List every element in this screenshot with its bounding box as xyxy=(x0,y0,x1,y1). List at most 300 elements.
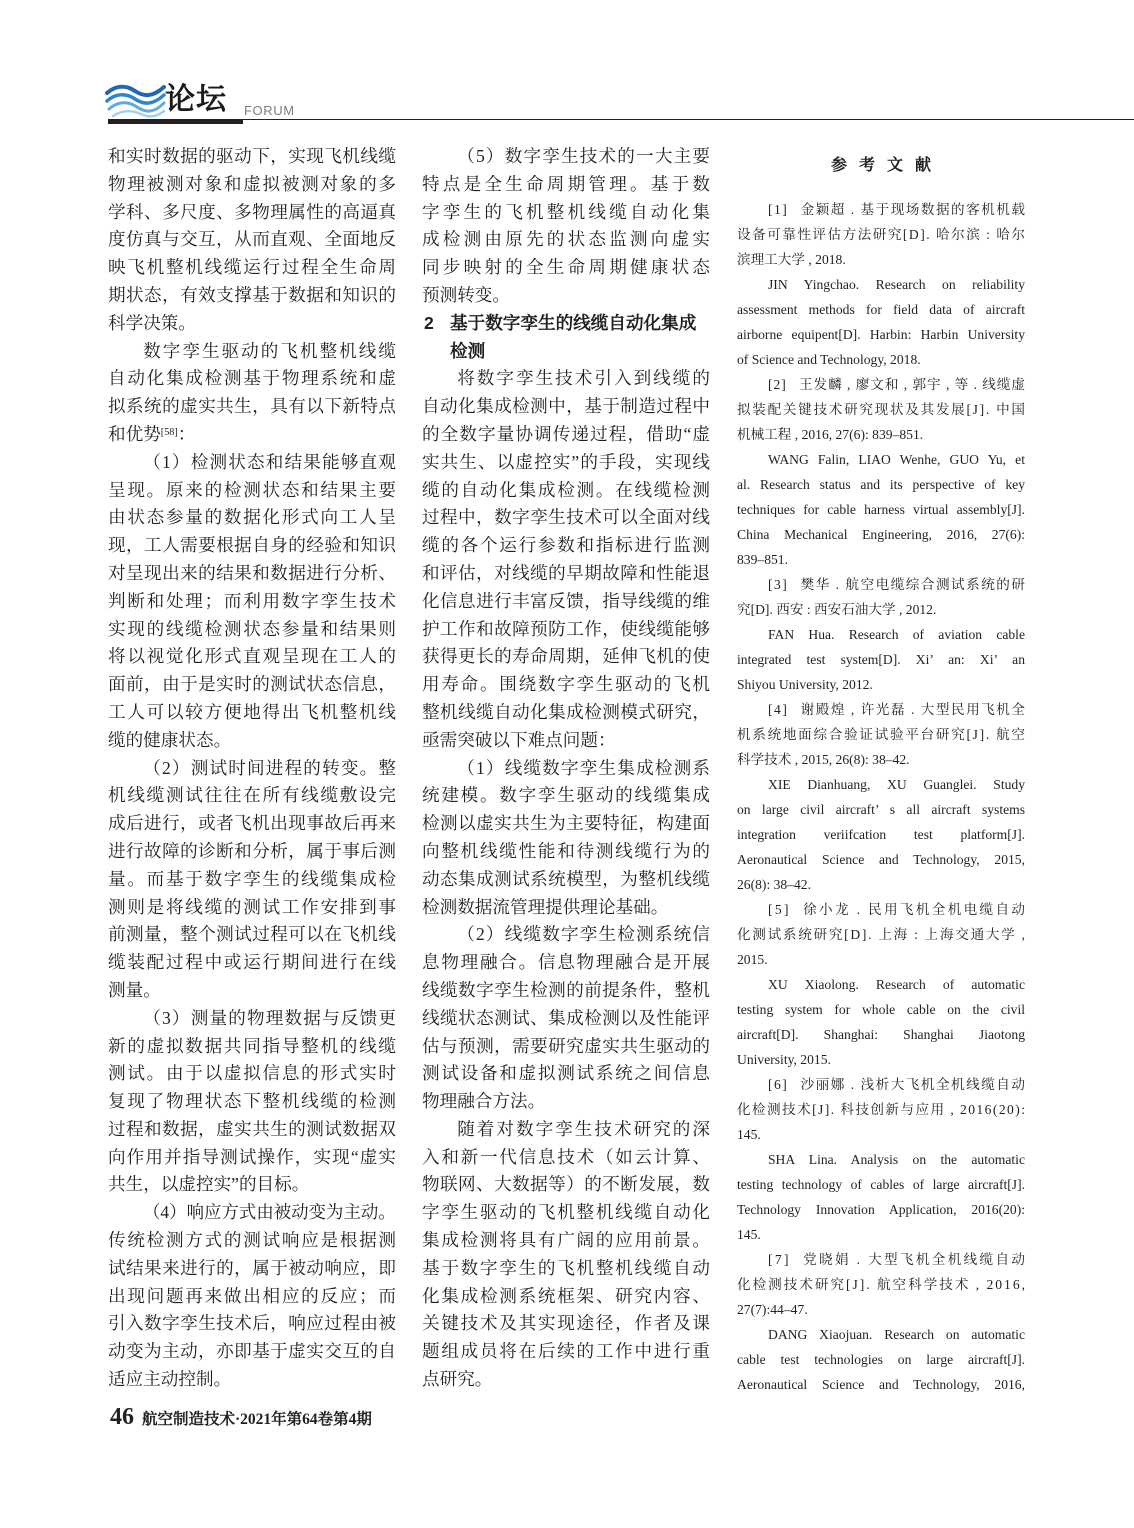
reference-line-en-content xyxy=(737,322,1025,347)
line-text: 谢殿煌 , 许光磊 . 大型民用飞机全 xyxy=(800,701,1027,717)
reference-line-en-content xyxy=(768,772,1025,797)
body-line-content xyxy=(422,504,710,532)
line-text: SHA Lina. Analysis on the automatic xyxy=(768,1151,1025,1167)
body-line xyxy=(422,1310,710,1338)
line-text: 现，工人需要根据自身的经验和知识 xyxy=(108,535,397,556)
reference-line-en xyxy=(737,672,1025,697)
line-text: 成检测由原先的状态监测向虚实 xyxy=(422,229,714,250)
body-line-content xyxy=(422,226,713,254)
reference-line-en xyxy=(737,1347,1025,1372)
line-text: 27(7):44–47. xyxy=(737,1301,808,1317)
body-line-content xyxy=(108,1310,396,1338)
reference-line-en-content xyxy=(737,1047,831,1072)
reference-line-en-content xyxy=(768,1147,1025,1172)
reference-line xyxy=(737,397,1025,422)
line-text: 估与预测，需要研究虚实共生驱动的 xyxy=(422,1035,711,1056)
line-text: 亟需突破以下难点问题： xyxy=(422,729,616,750)
reference-line-en-content xyxy=(768,272,1025,297)
reference-line-en-content xyxy=(737,1347,1025,1372)
reference-line-en-content xyxy=(737,297,1025,322)
line-text: 映飞机整机线缆运行过程全生命周 xyxy=(108,257,398,278)
body-line xyxy=(422,254,714,282)
body-line-content xyxy=(422,532,712,560)
body-line-content xyxy=(108,1227,398,1255)
body-line-content xyxy=(422,1227,712,1255)
body-line xyxy=(422,393,710,421)
body-line-content xyxy=(422,1366,492,1394)
line-text: 机线缆测试往往在所有线缆敷设完 xyxy=(108,785,398,806)
reference-line-en-content xyxy=(737,672,873,697)
line-text: 测试设备和虚拟测试系统之间信息 xyxy=(422,1063,712,1084)
line-text: 动变为主动，亦即基于虚实交互的自 xyxy=(108,1341,397,1362)
body-line-content xyxy=(108,643,398,671)
reference-label: [1] xyxy=(768,201,789,217)
reference-line-en-content xyxy=(768,972,1025,997)
line-text: 樊华 . 航空电缆综合测试系统的研 xyxy=(800,576,1027,592)
body-line xyxy=(108,171,396,199)
line-text: 王发麟 , 廖文和 , 郭宇 , 等 . 线缆虚 xyxy=(798,376,1026,392)
section-heading-text: 基于数字孪生的线缆自动化集成 xyxy=(450,312,697,333)
line-text: on large civil aircraft’ s all aircraft systems xyxy=(737,801,1025,817)
body-line-content xyxy=(108,782,398,810)
reference-line-en-content xyxy=(737,822,1025,847)
body-line-content xyxy=(422,949,712,977)
body-line-content xyxy=(422,282,510,310)
body-line-content xyxy=(108,1255,396,1283)
line-text: testing technology of cables of large aircraft[J]. xyxy=(737,1176,1025,1192)
line-text: JIN Yingchao. Research on reliability xyxy=(768,276,1025,292)
body-line-content xyxy=(422,171,713,199)
line-text: University, 2015. xyxy=(737,1051,831,1067)
body-line-content xyxy=(422,1283,712,1311)
reference-line xyxy=(737,197,1025,222)
reference-line-en-content xyxy=(737,547,788,572)
reference-line-content xyxy=(737,922,1027,947)
body-line-content xyxy=(108,560,396,588)
body-line xyxy=(422,477,710,505)
line-text: 究[D]. 西安 : 西安石油大学 , 2012. xyxy=(737,601,937,617)
reference-line xyxy=(737,422,1025,447)
section-heading-text: 检测 xyxy=(450,340,486,361)
reference-line-en xyxy=(737,647,1025,672)
line-text: cable test technologies on large aircraft[J]. xyxy=(737,1351,1025,1367)
line-text: 实共生、以虚控实”的手段，实现线 xyxy=(422,451,712,472)
reference-line-content xyxy=(768,1072,1027,1097)
section-heading-line xyxy=(422,338,710,366)
body-line xyxy=(108,1255,396,1283)
line-text: 息物理融合。信息物理融合是开展 xyxy=(422,952,712,973)
body-line xyxy=(108,254,396,282)
reference-label: [5] xyxy=(768,901,791,917)
line-text: 实现的线缆检测状态参量和结果则 xyxy=(108,618,398,639)
line-text: 试结果来进行的，属于被动响应，即 xyxy=(108,1257,397,1278)
line-text: 统建模。数字孪生驱动的线缆集成 xyxy=(422,785,712,806)
reference-line-en xyxy=(737,1197,1025,1222)
reference-line-content xyxy=(737,947,768,972)
body-line xyxy=(422,894,710,922)
reference-line-en xyxy=(737,547,1025,572)
line-text: （2）测试时间进程的转变。整 xyxy=(143,757,398,778)
body-line xyxy=(422,838,710,866)
line-text: 对呈现出来的结果和数据进行分析、 xyxy=(108,562,397,583)
body-line xyxy=(422,560,710,588)
body-line-content xyxy=(108,1338,396,1366)
body-line-content xyxy=(422,393,710,421)
line-text: 物理被测对象和虚拟被测对象的多 xyxy=(108,173,398,194)
line-text: 145. xyxy=(737,1226,761,1242)
body-line xyxy=(108,977,396,1005)
line-text: Aeronautical Science and Technology, 2015, xyxy=(737,851,1025,867)
body-line xyxy=(108,199,396,227)
reference-line-en xyxy=(737,272,1025,297)
body-line-content xyxy=(457,755,711,783)
reference-label: [3] xyxy=(768,576,789,592)
line-text: 特点是全生命周期管理。基于数 xyxy=(422,173,714,194)
reference-line-en-content xyxy=(737,1197,1025,1222)
line-text: XU Xiaolong. Research of automatic xyxy=(768,976,1025,992)
body-line xyxy=(422,1116,710,1144)
line-text: 将数字孪生技术引入到线缆的 xyxy=(457,368,712,389)
line-text: 获得更长的寿命周期，延伸飞机的使 xyxy=(422,646,711,667)
body-line-content xyxy=(457,1116,712,1144)
line-text: 和评估，对线缆的早期故障和性能退 xyxy=(422,562,711,583)
body-line-content xyxy=(422,1088,545,1116)
reference-line xyxy=(737,1297,1025,1322)
reference-line-en xyxy=(737,1022,1025,1047)
body-line xyxy=(422,810,710,838)
line-text: of Science and Technology, 2018. xyxy=(737,351,921,367)
body-line-content xyxy=(108,199,396,227)
body-line xyxy=(108,1227,396,1255)
body-line-content xyxy=(143,755,397,783)
line-text: 面前，由于是实时的测试状态信息， xyxy=(108,674,397,695)
body-line-content xyxy=(108,393,396,421)
line-text: 将以视觉化形式直观呈现在工人的 xyxy=(108,646,398,667)
references-title: 参考文献 xyxy=(830,157,943,174)
line-text: 拟系统的虚实共生，具有以下新特点 xyxy=(108,396,397,417)
reference-line-en-content xyxy=(737,997,1025,1022)
line-text: 化信息进行丰富反馈，指导线缆的维 xyxy=(422,590,711,611)
reference-line-en-content xyxy=(737,797,1025,822)
reference-line-en xyxy=(737,1372,1025,1397)
body-line xyxy=(422,199,714,227)
line-text: 题组成员将在后续的工作中进行重 xyxy=(422,1341,712,1362)
reference-line-en xyxy=(737,1047,1025,1072)
line-text: al. Research status and its perspective of key xyxy=(737,476,1025,492)
line-text: 线缆状态测试、集成检测以及性能评 xyxy=(422,1007,711,1028)
body-line xyxy=(422,1033,710,1061)
line-text: （2）线缆数字孪生检测系统信 xyxy=(457,924,712,945)
body-line xyxy=(108,560,396,588)
reference-line-content xyxy=(768,697,1027,722)
line-text: techniques for cable harness virtual assembly[J]. xyxy=(737,501,1025,517)
body-line-content xyxy=(108,1033,398,1061)
body-line-content xyxy=(108,282,396,310)
reference-line-en xyxy=(737,447,1025,472)
body-line-content xyxy=(422,1144,712,1172)
reference-line xyxy=(737,597,1025,622)
line-text: 向整机线缆性能和待测线缆行为的 xyxy=(422,840,712,861)
line-text: 缆的自动化集成检测。在线缆检测 xyxy=(422,479,712,500)
body-line-content xyxy=(457,365,712,393)
body-line xyxy=(422,421,710,449)
reference-line-en xyxy=(737,472,1025,497)
reference-line-content xyxy=(768,372,1026,397)
body-line-content xyxy=(422,894,668,922)
body-line xyxy=(108,643,396,671)
forum-logo-icon xyxy=(104,80,166,120)
reference-line-content xyxy=(737,422,923,447)
body-line-content xyxy=(422,782,712,810)
line-text: 缆的各个运行参数和指标进行监测 xyxy=(422,535,712,556)
body-line xyxy=(422,755,710,783)
body-line-content xyxy=(422,838,712,866)
body-line xyxy=(422,1227,710,1255)
line-text: 基于数字孪生的飞机整机线缆自动 xyxy=(422,1257,712,1278)
line-text: 点研究。 xyxy=(422,1369,493,1390)
reference-line-content xyxy=(737,597,936,622)
body-column-2 xyxy=(422,143,714,1394)
line-text: 金颖超 . 基于现场数据的客机机载 xyxy=(800,201,1027,217)
reference-line xyxy=(737,372,1025,397)
reference-line-content xyxy=(737,1297,808,1322)
body-line-content xyxy=(143,338,398,366)
line-text: 字孪生驱动的飞机整机线缆自动化 xyxy=(422,1202,712,1223)
body-line xyxy=(108,310,396,338)
body-line xyxy=(108,866,396,894)
body-line-content xyxy=(143,1199,396,1227)
body-line-content xyxy=(108,1144,397,1172)
body-line-content xyxy=(422,449,711,477)
section-heading-line xyxy=(422,310,710,338)
line-text: 测试。由于以虚拟信息的形式实时 xyxy=(108,1063,398,1084)
line-text: Aeronautical Science and Technology, 2016, xyxy=(737,1376,1025,1392)
line-text: 工人可以较方便地得出飞机整机线 xyxy=(108,701,398,722)
reference-line-content xyxy=(737,247,846,272)
line-text: 滨理工大学 , 2018. xyxy=(737,251,846,267)
page-number: 46 xyxy=(110,1404,134,1430)
line-text: 学科、多尺度、多物理属性的高逼真 xyxy=(108,201,397,222)
body-line-content xyxy=(422,588,710,616)
body-line-content xyxy=(422,1255,712,1283)
reference-line-en xyxy=(737,347,1025,372)
reference-line-en xyxy=(737,872,1025,897)
body-line xyxy=(108,393,396,421)
body-line-content xyxy=(422,977,710,1005)
line-text: 成后进行，或者飞机出现事故后再来 xyxy=(108,813,397,834)
body-line xyxy=(422,504,710,532)
reference-line xyxy=(737,572,1025,597)
reference-line-en xyxy=(737,972,1025,997)
reference-line-en xyxy=(737,1147,1025,1172)
reference-label: [7] xyxy=(768,1251,791,1267)
body-line-content xyxy=(422,616,710,644)
body-line xyxy=(422,1255,710,1283)
line-text: aircraft[D]. Shanghai: Shanghai Jiaotong xyxy=(737,1026,1025,1042)
body-line xyxy=(422,1060,710,1088)
line-text: testing system for whole cable on the civil xyxy=(737,1001,1025,1017)
line-text: 过程中，数字孪生技术可以全面对线 xyxy=(422,507,711,528)
body-line xyxy=(422,699,710,727)
reference-line-en-content xyxy=(737,497,1025,522)
line-text: 数字孪生驱动的飞机整机线缆 xyxy=(143,340,398,361)
line-text: assessment methods for field data of aircraft xyxy=(737,301,1025,317)
body-line xyxy=(422,782,710,810)
line-text: 判断和处理；而利用数字孪生技术 xyxy=(108,590,398,611)
reference-line xyxy=(737,697,1025,722)
reference-line-content xyxy=(768,197,1027,222)
line-text: 动态集成测试系统模型，为整机线缆 xyxy=(422,868,711,889)
body-line-content xyxy=(422,1199,712,1227)
line-text: 自动化集成检测基于物理系统和虚 xyxy=(108,368,398,389)
reference-label: [2] xyxy=(768,376,787,392)
body-line xyxy=(422,449,710,477)
body-line xyxy=(108,1088,396,1116)
body-line-content xyxy=(422,1310,712,1338)
reference-line xyxy=(737,247,1025,272)
line-text: 测则是将线缆的测试工作安排到事 xyxy=(108,896,398,917)
body-line-content xyxy=(108,671,396,699)
body-line xyxy=(108,727,396,755)
line-text: （1）线缆数字孪生集成检测系 xyxy=(457,757,712,778)
body-line xyxy=(108,1171,396,1199)
line-text: Technology Innovation Application, 2016(20): xyxy=(737,1201,1025,1217)
body-line xyxy=(422,282,710,310)
body-line-content xyxy=(422,866,710,894)
body-line-content xyxy=(108,699,398,727)
line-text: XIE Dianhuang, XU Guanglei. Study xyxy=(768,776,1025,792)
body-line xyxy=(108,699,396,727)
line-text: 关键技术及其实现途径，作者及课 xyxy=(422,1313,712,1334)
body-line xyxy=(108,338,396,366)
body-line-content xyxy=(108,421,195,449)
body-line-content xyxy=(108,254,398,282)
line-text: 过程和数据，虚实共生的测试数据双 xyxy=(108,1118,397,1139)
line-text: 适应主动控制。 xyxy=(108,1369,232,1390)
body-line xyxy=(422,1005,710,1033)
body-line-content xyxy=(108,588,398,616)
body-line-content xyxy=(422,643,710,671)
body-line-content xyxy=(422,1005,710,1033)
line-text: 由状态参量的数据化形式向工人呈 xyxy=(108,507,398,528)
reference-line-en xyxy=(737,997,1025,1022)
body-line xyxy=(422,727,710,755)
header-rule-accent xyxy=(108,119,243,124)
body-line-content xyxy=(108,504,398,532)
body-line xyxy=(108,1005,396,1033)
reference-label: [6] xyxy=(768,1076,789,1092)
line-text: 化测试系统研究[D]. 上海 : 上海交通大学 , xyxy=(737,926,1027,942)
reference-line-en-content xyxy=(768,1322,1025,1347)
line-text: WANG Falin, LIAO Wenhe, GUO Yu, et xyxy=(768,451,1025,467)
reference-line xyxy=(737,747,1025,772)
line-text: 设备可靠性评估方法研究[D]. 哈尔滨 : 哈尔 xyxy=(737,226,1027,242)
line-text: 物理融合方法。 xyxy=(422,1091,546,1112)
body-line xyxy=(422,143,710,171)
body-line-content xyxy=(108,1366,231,1394)
body-line-content xyxy=(108,226,396,254)
reference-line-en xyxy=(737,1172,1025,1197)
line-text: 徐小龙 . 民用飞机全机电缆自动 xyxy=(803,901,1028,917)
body-line xyxy=(108,921,396,949)
reference-line-en xyxy=(737,772,1025,797)
reference-line-en-content xyxy=(737,472,1025,497)
body-line xyxy=(422,949,710,977)
line-text: 机系统地面综合验证试验平台研究[J]. 航空 xyxy=(737,726,1027,742)
body-line-content xyxy=(108,365,398,393)
body-line xyxy=(108,365,396,393)
body-line xyxy=(108,1033,396,1061)
body-line-content xyxy=(457,143,711,171)
reference-line-en xyxy=(737,847,1025,872)
body-line xyxy=(108,949,396,977)
body-line-content xyxy=(422,1338,712,1366)
line-text: 化检测技术研究[J]. 航空科学技术 , 2016, xyxy=(737,1276,1027,1292)
references-list xyxy=(737,197,1028,1397)
body-line-content xyxy=(422,1171,710,1199)
body-line-content xyxy=(108,1283,398,1311)
line-text: FAN Hua. Research of aviation cable xyxy=(768,626,1025,642)
body-line-content xyxy=(422,810,710,838)
body-line xyxy=(422,226,714,254)
reference-line-content xyxy=(737,747,910,772)
body-line xyxy=(108,1060,396,1088)
body-line-content xyxy=(108,977,161,1005)
body-line-content xyxy=(422,1060,712,1088)
body-line xyxy=(108,1283,396,1311)
body-line-content xyxy=(422,199,713,227)
reference-line-content xyxy=(768,572,1027,597)
body-line xyxy=(108,449,396,477)
body-line-content xyxy=(422,699,710,727)
body-line xyxy=(108,143,396,171)
body-line xyxy=(108,1199,396,1227)
body-line xyxy=(108,616,396,644)
line-text: airborne equipent[D]. Harbin: Harbin University xyxy=(737,326,1025,342)
reference-line xyxy=(737,722,1025,747)
citation-superscript: [58] xyxy=(160,426,178,438)
body-line xyxy=(108,838,396,866)
body-line xyxy=(108,1144,396,1172)
reference-line-content xyxy=(737,1122,761,1147)
line-text: （1）检测状态和结果能够直观 xyxy=(143,451,398,472)
body-line xyxy=(422,616,710,644)
line-text: integration veriifcation test platform[J]. xyxy=(737,826,1025,842)
line-text: 的全数字量协调传递过程，借助“虚 xyxy=(422,423,712,444)
body-line xyxy=(108,532,396,560)
body-line xyxy=(108,1310,396,1338)
body-line-content xyxy=(108,171,398,199)
body-line xyxy=(108,810,396,838)
body-line-content xyxy=(108,1060,398,1088)
line-text: 检测以虚实共生为主要特征，构建面 xyxy=(422,813,711,834)
line-text: 随着对数字孪生技术研究的深 xyxy=(457,1118,712,1139)
line-text: 同步映射的全生命周期健康状态 xyxy=(422,257,714,278)
body-line xyxy=(422,671,710,699)
body-line xyxy=(108,588,396,616)
body-line xyxy=(422,1199,710,1227)
line-text: 26(8): 38–42. xyxy=(737,876,812,892)
reference-line-content xyxy=(737,1272,1027,1297)
line-text: 入和新一代信息技术（如云计算、 xyxy=(422,1146,712,1167)
reference-line xyxy=(737,922,1025,947)
line-text: 化集成检测系统框架、研究内容、 xyxy=(422,1285,712,1306)
body-line-content xyxy=(457,921,711,949)
reference-line-en-content xyxy=(737,872,811,897)
line-text: 145. xyxy=(737,1126,761,1142)
reference-line-en-content xyxy=(737,347,921,372)
reference-line-en-content xyxy=(737,847,1025,872)
